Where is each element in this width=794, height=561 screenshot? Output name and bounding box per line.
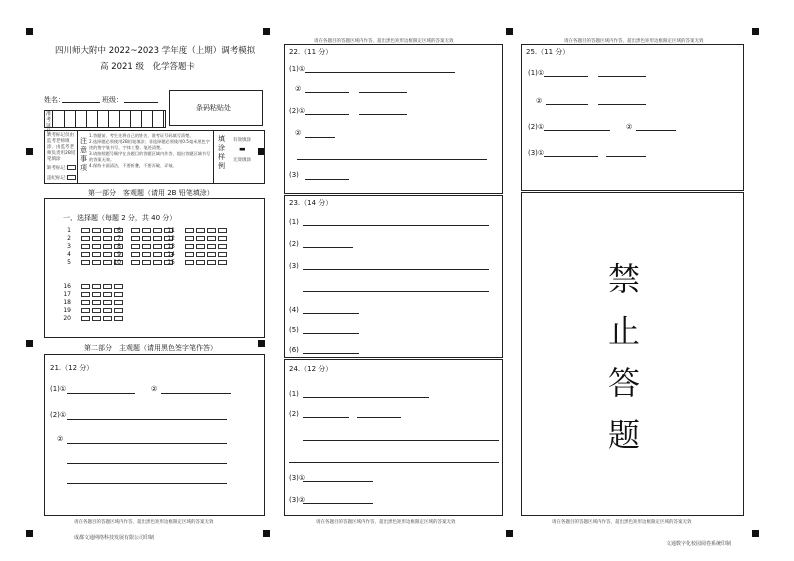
- exam-number-label: 准考证号: [45, 111, 51, 135]
- attention-label: 注意事项: [80, 137, 87, 172]
- exam-number-grid[interactable]: [44, 110, 166, 135]
- choice-row[interactable]: 5: [57, 259, 125, 267]
- registration-mark: [263, 28, 270, 35]
- q25-box[interactable]: [521, 44, 744, 191]
- cheat-checkbox[interactable]: [67, 175, 76, 180]
- part1-title: 第一部分 客观题（请用 2B 铅笔填涂）: [88, 189, 214, 197]
- boundary-note: 请在各题目的答题区域内作答，超出黑色矩形边框限定区域的答案无效: [564, 39, 704, 44]
- forbidden-char: 止: [608, 312, 641, 350]
- choice-section-title: 一、选择题（每题 2 分，共 40 分）: [63, 214, 177, 222]
- choice-row[interactable]: 20: [57, 315, 125, 323]
- q23-label: (5): [289, 326, 299, 334]
- q23-title: 23.（14 分）: [289, 199, 333, 207]
- q21-box[interactable]: [44, 354, 265, 516]
- registration-mark: [26, 340, 33, 347]
- choice-row[interactable]: 4: [57, 251, 125, 259]
- class-label: 班级：: [102, 96, 123, 104]
- choice-row[interactable]: 19: [57, 307, 125, 315]
- q23-label: (4): [289, 306, 299, 314]
- part2-title: 第二部分 主观题（请用黑色签字笔作答）: [84, 344, 217, 352]
- q25-label: ②: [626, 123, 633, 131]
- choice-row[interactable]: 15: [161, 259, 229, 267]
- valid-fill-label: 有效填涂: [233, 138, 251, 143]
- barcode-area: [169, 90, 263, 126]
- choice-row[interactable]: 12: [161, 235, 229, 243]
- attention-list: [89, 133, 211, 169]
- choice-row[interactable]: 6: [107, 227, 175, 235]
- choice-row[interactable]: 7: [107, 235, 175, 243]
- choice-row[interactable]: 18: [57, 299, 125, 307]
- q23-label: (2): [289, 240, 299, 248]
- q21-label: ②: [151, 385, 158, 393]
- registration-mark: [752, 530, 759, 537]
- notes-block: [44, 130, 265, 184]
- attention-item: 3.请按照题号顺序在各题目的答题区域内作答，超出答题区域书写的答案无效。: [89, 151, 211, 162]
- q21-label: (2)①: [50, 411, 67, 419]
- forbidden-char: 禁: [608, 260, 641, 298]
- page-title: 四川师大附中 2022~2023 学年度（上期）调考模拟: [55, 46, 256, 56]
- forbidden-area: [521, 192, 744, 516]
- proctor-note: 缺考标记仅由监考老师填涂，由监考老师负责用2B铅笔填涂: [47, 133, 76, 162]
- registration-mark: [506, 28, 513, 35]
- footer-right: 文通数字化校园阅卷系统印制: [666, 541, 732, 547]
- choice-row[interactable]: 3: [57, 243, 125, 251]
- q24-label: (1): [289, 390, 299, 398]
- choice-column: [161, 227, 229, 267]
- q24-title: 24.（12 分）: [289, 365, 333, 373]
- attention-item: 2.选择题必须使用2B铅笔填涂；非选择题必须使用0.5毫米黑色字迹的签字笔书写，字体工整、笔迹清楚。: [89, 139, 210, 150]
- boundary-note: 请在各题目的答题区域内作答，超出黑色矩形边框限定区域的答案无效: [74, 520, 214, 525]
- q24-label: (3)②: [289, 496, 306, 504]
- choice-row[interactable]: 8: [107, 243, 175, 251]
- registration-mark: [752, 28, 759, 35]
- invalid-fill-label: 无效填涂: [233, 158, 251, 163]
- registration-mark: [258, 340, 265, 347]
- q25-label: (1)①: [528, 69, 545, 77]
- q23-label: (1): [289, 218, 299, 226]
- q22-label: ②: [295, 129, 302, 137]
- attention-item: 1.答题前，考生先将自己的姓名、准考证号码填写清楚。: [89, 133, 194, 138]
- valid-fill-mark: ▬: [239, 145, 246, 153]
- q24-label: (2): [289, 410, 299, 418]
- choice-row[interactable]: 2: [57, 235, 125, 243]
- attention-item: 4.保持卡面清洁，不要折叠，不要弄破、弄皱。: [89, 163, 177, 168]
- q23-label: (6): [289, 346, 299, 354]
- page-subtitle: 高 2021 级 化学答题卡: [100, 62, 196, 72]
- name-field[interactable]: [62, 102, 100, 103]
- forbidden-char: 题: [608, 416, 641, 454]
- q21-label: ②: [57, 435, 64, 443]
- class-field[interactable]: [124, 102, 158, 103]
- registration-mark: [26, 148, 33, 155]
- q24-label: (3)①: [289, 474, 306, 482]
- q25-title: 25.（11 分）: [526, 48, 570, 56]
- q21-title: 21.（12 分）: [50, 364, 94, 372]
- q21-label: (1)①: [50, 385, 67, 393]
- choice-row[interactable]: 10: [107, 259, 175, 267]
- choice-row[interactable]: 1: [57, 227, 125, 235]
- cheat-label: 违纪标记：: [47, 176, 70, 181]
- registration-mark: [26, 28, 33, 35]
- name-label: 姓名：: [44, 96, 65, 104]
- q22-label: (2)①: [289, 107, 306, 115]
- q23-label: (3): [289, 262, 299, 270]
- registration-mark: [26, 530, 33, 537]
- q25-label: (2)①: [528, 123, 545, 131]
- q22-title: 22.（11 分）: [289, 48, 333, 56]
- q25-label: (3)①: [528, 149, 545, 157]
- absent-checkbox[interactable]: [67, 165, 76, 170]
- choice-row[interactable]: 11: [161, 227, 229, 235]
- choice-column: [57, 283, 125, 323]
- choice-section: [44, 198, 265, 338]
- choice-row[interactable]: 16: [57, 283, 125, 291]
- choice-row[interactable]: 9: [107, 251, 175, 259]
- choice-row[interactable]: 17: [57, 291, 125, 299]
- q22-label: (3): [289, 171, 299, 179]
- q22-label: (1)①: [289, 65, 306, 73]
- registration-mark: [506, 530, 513, 537]
- fill-example-label: 填涂样例: [218, 135, 225, 170]
- registration-mark: [263, 530, 270, 537]
- choice-row[interactable]: 13: [161, 243, 229, 251]
- q22-label: ②: [295, 85, 302, 93]
- boundary-note: 请在各题目的答题区域内作答，超出黑色矩形边框限定区域的答案无效: [552, 520, 692, 525]
- forbidden-char: 答: [608, 364, 641, 402]
- q23-box[interactable]: [284, 195, 503, 358]
- q24-box[interactable]: [284, 359, 503, 516]
- absent-label: 缺考标记：: [47, 166, 70, 171]
- barcode-label: 条码粘贴处: [196, 104, 231, 112]
- footer-left: 成都文通网络科技发展有限公司印制: [74, 535, 155, 541]
- choice-row[interactable]: 14: [161, 251, 229, 259]
- boundary-note: 请在各题目的答题区域内作答，超出黑色矩形边框限定区域的答案无效: [314, 39, 454, 44]
- q25-label: ②: [536, 97, 543, 105]
- q22-box[interactable]: [284, 44, 503, 194]
- boundary-note: 请在各题目的答题区域内作答，超出黑色矩形边框限定区域的答案无效: [316, 520, 456, 525]
